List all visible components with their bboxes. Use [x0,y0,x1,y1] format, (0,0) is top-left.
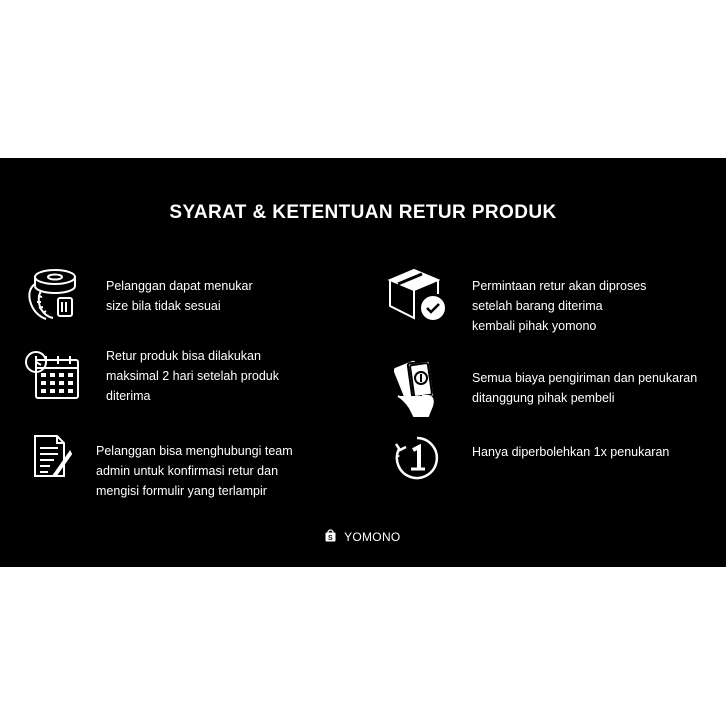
terms-banner [0,158,726,567]
one-time-icon [394,435,440,481]
term-text: Retur produk bisa dilakukan maksimal 2 hari setelah produk diterima [106,349,279,403]
form-document-icon [32,434,74,478]
term-text: Hanya diperbolehkan 1x penukaran [472,445,670,459]
term-text: Permintaan retur akan diproses setelah barang diterima kembali pihak yomono [472,279,647,333]
term-text: Semua biaya pengiriman dan penukaran ditanggung pihak pembeli [472,371,698,405]
term-item-4 [472,276,646,336]
shopping-bag-icon [325,529,336,545]
box-check-icon [386,266,448,322]
term-item-2 [106,346,279,406]
brand-name: YOMONO [344,530,401,544]
term-item-3 [96,441,293,501]
term-text: Pelanggan dapat menukar size bila tidak sesuai [106,279,253,313]
term-item-5 [472,368,697,408]
term-text: Pelanggan bisa menghubungi team admin untuk konfirmasi retur dan mengisi formulir yang terlampir [96,444,293,498]
money-hand-icon [394,356,442,418]
term-item-1 [106,276,253,316]
svg-text:S: S [328,535,334,542]
calendar-clock-icon [22,350,82,402]
term-item-6 [472,442,669,462]
banner-title: SYARAT & KETENTUAN RETUR PRODUK [169,202,557,223]
brand-logo [0,529,726,545]
measuring-tape-icon [24,266,84,324]
